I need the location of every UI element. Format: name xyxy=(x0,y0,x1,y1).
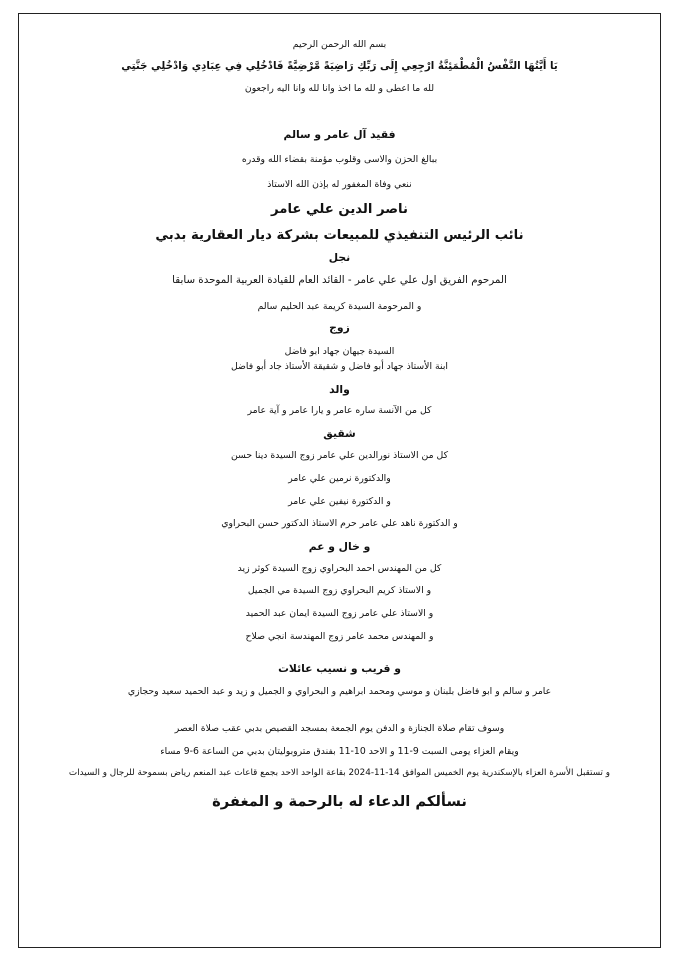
section-line: و الدكتورة نيفين علي عامر xyxy=(288,496,391,507)
dua-line: لله ما اعطى و لله ما اخذ وانا لله وانا اليه راجعون xyxy=(244,83,435,94)
section-line: و الاستاذ كريم البحراوي زوج السيدة مي الجميل xyxy=(247,585,432,596)
quran-verse: يَا أَيَّتُهَا النَّفْسُ الْمُطْمَئِنَّةُ ارْجِعِي إِلَى رَبِّكِ رَاضِيَةً مَّرْضِيَّةً فَادْخُلِي فِي عِبَادِي وَادْخُلِي جَنَّتِي xyxy=(121,60,558,72)
section-line: و الاستاذ علي عامر زوج السيدة ايمان عبد الحميد xyxy=(245,608,434,619)
section-heading-husband-of: زوج xyxy=(329,321,350,334)
deceased-name: ناصر الدين علي عامر xyxy=(271,202,408,217)
arrangement-line: وسوف تقام صلاة الجنازة و الدفن يوم الجمعة بمسجد القصيص بدبي عقب صلاة العصر xyxy=(174,723,505,734)
section-heading-son-of: نجل xyxy=(328,251,351,264)
section-heading-uncle-of: و خال و عم xyxy=(308,540,371,553)
section-line: كل من الآنسة ساره عامر و يارا عامر و آية عامر xyxy=(247,405,432,416)
section-line: السيدة جيهان جهاد ابو فاضل xyxy=(284,346,395,357)
section-heading-father-of: والد xyxy=(329,383,350,396)
section-line: والدكتورة نرمين علي عامر xyxy=(288,473,391,484)
section-heading-relatives: و قريب و نسيب عائلات xyxy=(278,662,401,675)
section-heading-brother-of: شقيق xyxy=(323,427,356,440)
section-line: كل من الاستاذ نورالدين علي عامر زوج السيدة دينا حسن xyxy=(230,450,448,461)
section-line: كل من المهندس احمد البحراوي زوج السيدة كوثر زيد xyxy=(237,563,442,574)
section-line: عامر و سالم و ابو فاضل بلبنان و موسي ومحمد ابراهيم و البحراوي و الجميل و زيد و عبد الحميد سعيد وحجازي xyxy=(127,686,552,697)
section-line: و الدكتورة ناهد علي عامر حرم الاستاذ الدكتور حسن البحراوي xyxy=(221,518,458,529)
section-line: المرحوم الفريق اول علي علي عامر - القائد العام للقيادة العربية الموحدة سابقا xyxy=(172,274,507,286)
announce-line: ننعي وفاة المغفور له بإذن الله الاستاذ xyxy=(267,179,412,190)
arrangement-line: ويقام العزاء يومى السبت 9-11 و الاحد 10-11 بفندق متروبوليتان بدبي من الساعة 6-9 مساء xyxy=(160,746,519,757)
section-line: و المرحومة السيدة كريمة عبد الحليم سالم xyxy=(257,301,422,312)
family-heading: فقيد آل عامر و سالم xyxy=(283,128,396,141)
section-line: ابنة الأستاذ جهاد أبو فاضل و شقيقة الأستاذ جاد أبو فاضل xyxy=(231,361,448,372)
basmala: بسم الله الرحمن الرحيم xyxy=(292,39,387,50)
grief-line: ببالغ الحزن والاسى وقلوب مؤمنة بقضاء الله وقدره xyxy=(241,154,438,165)
section-line: و المهندس محمد عامر زوج المهندسة انجي صلاح xyxy=(245,631,434,642)
arrangement-line: و تستقبل الأسرة العزاء بالإسكندرية يوم الخميس الموافق 14-11-2024 بقاعة الواحد الاحد بجمع قاعات عبد المنعم رياض بسموحة للرجال و السيدات xyxy=(68,768,611,778)
deceased-title: نائب الرئيس التنفيذي للمبيعات بشركة ديار العقارية بدبي xyxy=(155,228,524,243)
closing-prayer: نسألكم الدعاء له بالرحمة و المغفرة xyxy=(212,793,467,810)
